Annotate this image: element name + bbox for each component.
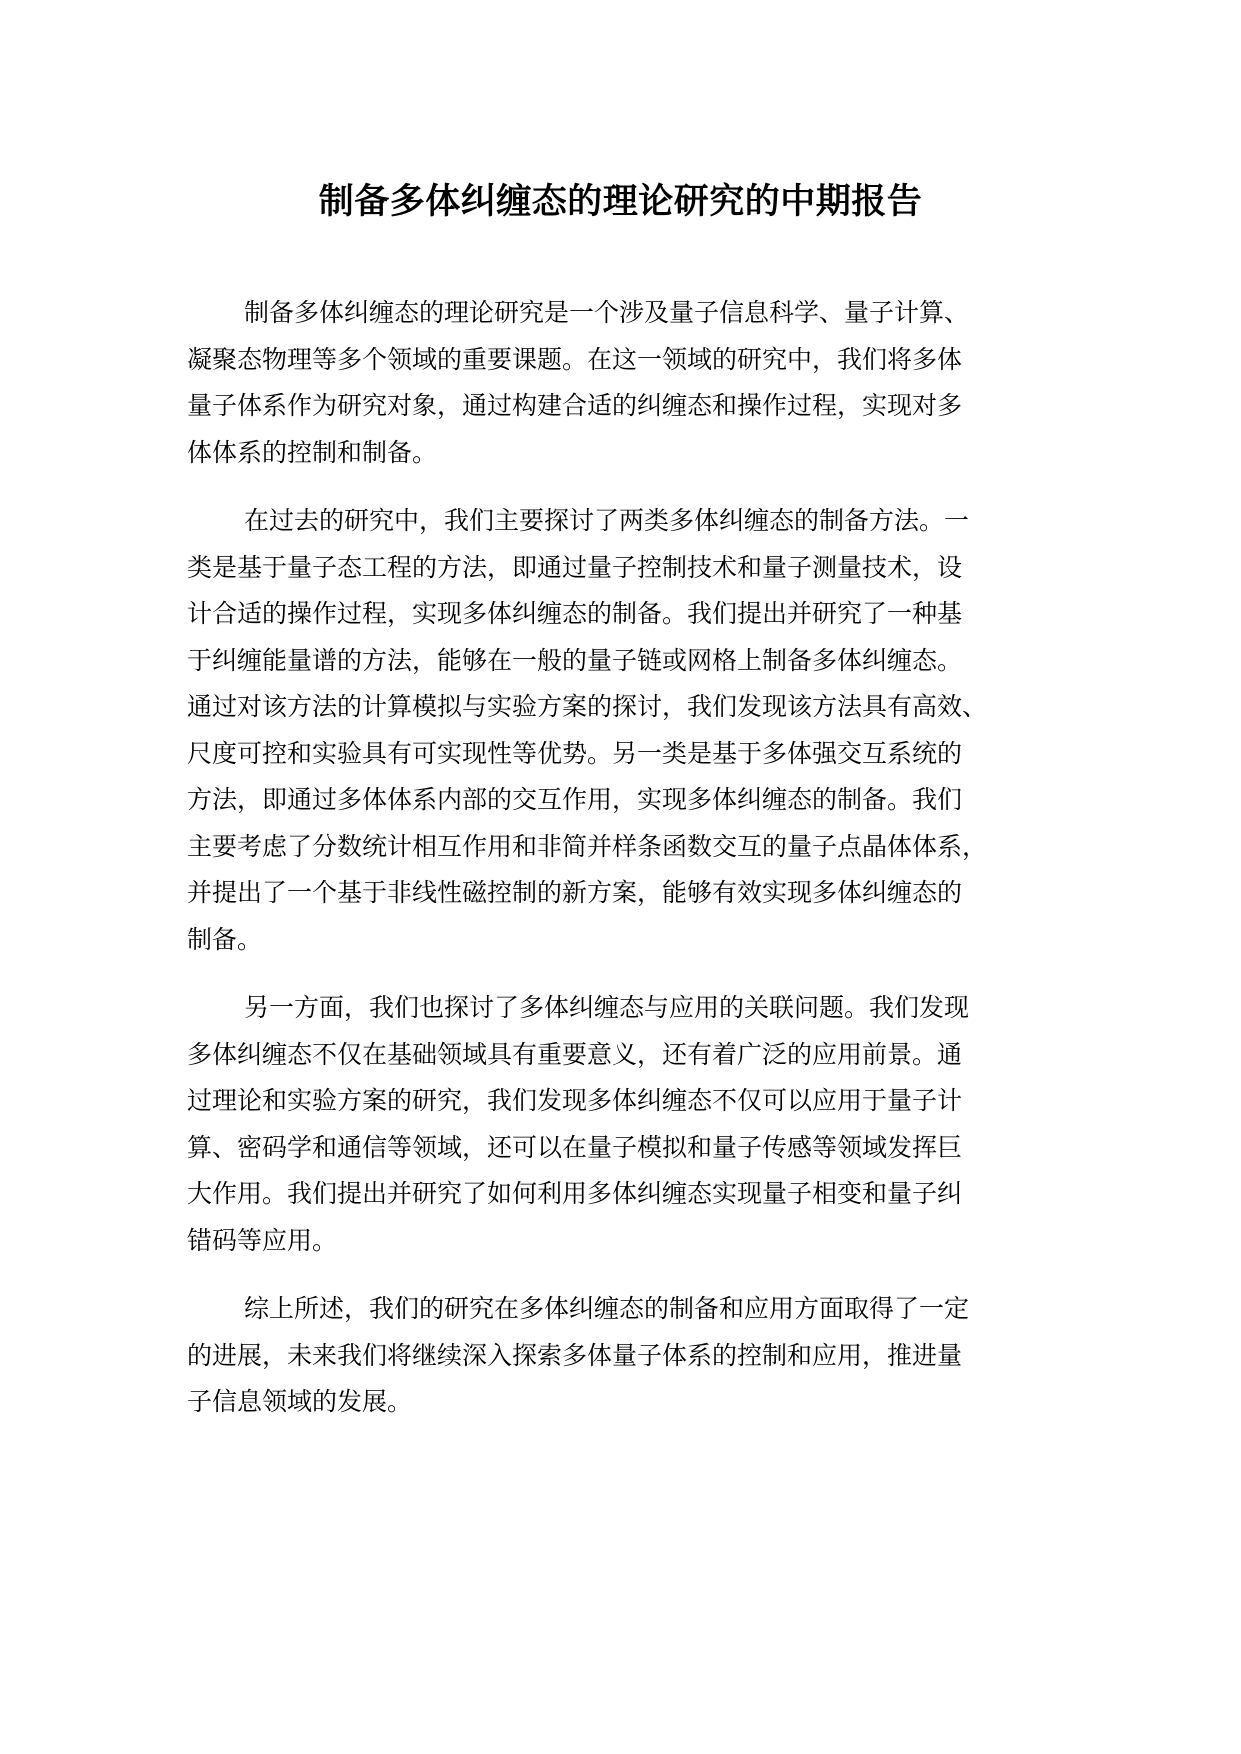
text-line: 大作用。我们提出并研究了如何利用多体纠缠态实现量子相变和量子纠 [187,1179,963,1208]
text-line: 量子体系作为研究对象，通过构建合适的纠缠态和操作过程，实现对多 [187,391,963,420]
text-line: 尺度可控和实验具有可实现性等优势。另一类是基于多体强交互系统的 [187,738,963,768]
text-line: 综上所述，我们的研究在多体纠缠态的制备和应用方面取得了一定 [244,1294,970,1323]
text-line: 过理论和实验方案的研究，我们发现多体纠缠态不仅可以应用于量子计 [187,1086,963,1115]
text-line: 并提出了一个基于非线性磁控制的新方案，能够有效实现多体纠缠态的 [187,878,963,907]
text-line: 类是基于量子态工程的方法，即通过量子控制技术和量子测量技术，设 [187,552,963,582]
paragraph-1 [187,290,1087,476]
text-line: 体体系的控制和制备。 [187,437,438,467]
document-title: 制备多体纠缠态的理论研究的中期报告 [318,182,923,222]
text-line: 主要考虑了分数统计相互作用和非简并样条函数交互的量子点晶体体系， [187,831,988,861]
text-line: 计合适的操作过程，实现多体纠缠态的制备。我们提出并研究了一种基 [187,599,963,628]
text-line: 制备。 [187,924,263,954]
text-line: 算、密码学和通信等领域，还可以在量子模拟和量子传感等领域发挥巨 [187,1132,963,1162]
text-line: 于纠缠能量谱的方法，能够在一般的量子链或网格上制备多体纠缠态。 [187,645,963,675]
paragraph-2 [187,498,1087,963]
text-line: 方法，即通过多体体系内部的交互作用，实现多体纠缠态的制备。我们 [187,785,963,814]
text-line: 的进展，未来我们将继续深入探索多体量子体系的控制和应用，推进量 [187,1340,963,1370]
text-line: 通过对该方法的计算模拟与实验方案的探讨，我们发现该方法具有高效、 [187,692,988,721]
text-line: 制备多体纠缠态的理论研究是一个涉及量子信息科学、量子计算、 [244,298,970,327]
paragraph-3 [187,985,1087,1264]
document-body [187,290,1087,1448]
text-line: 错码等应用。 [187,1225,338,1255]
paragraph-4 [187,1286,1087,1426]
text-line: 多体纠缠态不仅在基础领域具有重要意义，还有着广泛的应用前景。通 [187,1039,963,1069]
text-line: 凝聚态物理等多个领域的重要课题。在这一领域的研究中，我们将多体 [187,344,963,374]
text-line: 在过去的研究中，我们主要探讨了两类多体纠缠态的制备方法。一 [244,506,970,535]
text-line: 子信息领域的发展。 [187,1387,413,1416]
text-line: 另一方面，我们也探讨了多体纠缠态与应用的关联问题。我们发现 [244,993,970,1022]
